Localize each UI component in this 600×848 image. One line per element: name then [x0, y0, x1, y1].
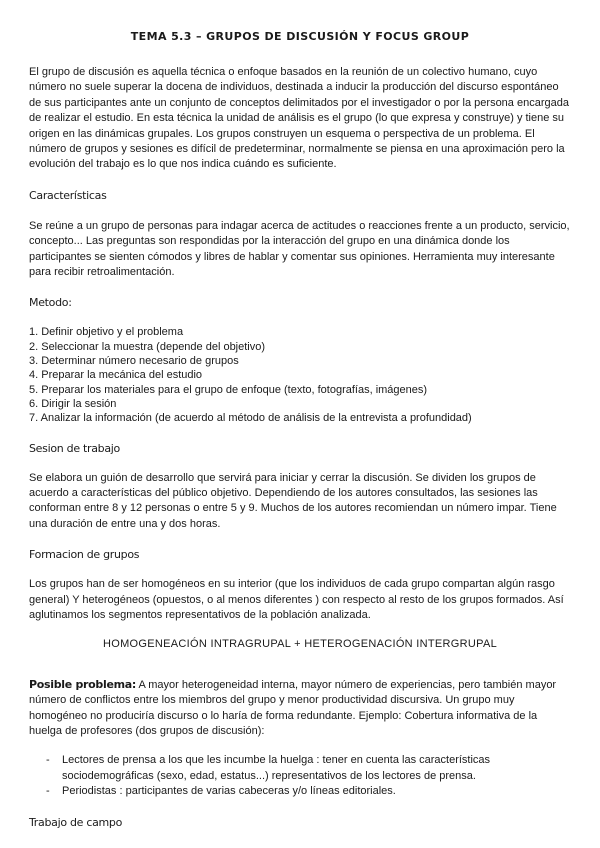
page-title: TEMA 5.3 – GRUPOS DE DISCUSIÓN Y FOCUS GROUP — [130, 30, 470, 43]
list-item-text: Periodistas : participantes de varias cabeceras y/o líneas editoriales. — [62, 785, 396, 798]
formacion-paragraph: Los grupos han de ser homogéneos en su interior (que los individuos de cada grupo compartan algún rasgo general) Y heterogéneos (opuestos, o al menos diferentes ) con respecto al resto de los grupos formados. Así aglutinamos los segmentos representativos de la población analizada. — [29, 578, 564, 621]
list-item — [46, 784, 571, 799]
campo-heading: Trabajo de campo — [29, 815, 123, 829]
list-item: 4. Preparar la mecánica del estudio — [29, 369, 203, 382]
problema-lead: Posible problema: — [29, 677, 137, 691]
caracteristicas-heading: Características — [29, 188, 107, 202]
dash-bullet: - — [46, 785, 50, 798]
list-item — [46, 753, 571, 784]
caracteristicas-paragraph: Se reúne a un grupo de personas para indagar acerca de actitudes o reacciones frente a un producto, servicio, concepto... Las preguntas son respondidas por la interacción del grupo en una dinámica donde los participantes se sienten cómodos y libres de hablar y comentar sus opiniones. Herramienta muy interesante para recibir retroalimentación. — [29, 219, 570, 279]
problema-dash-list — [29, 753, 571, 799]
list-item: 6. Dirigir la sesión — [29, 397, 117, 410]
list-item: 3. Determinar número necesario de grupos — [29, 355, 239, 368]
metodo-heading: Metodo: — [29, 296, 72, 310]
list-item: 7. Analizar la información (de acuerdo al método de análisis de la entrevista a profundidad) — [29, 412, 472, 425]
metodo-steps-list — [29, 325, 571, 425]
formula-line: HOMOGENEACIÓN INTRAGRUPAL + HETEROGENACIÓN INTERGRUPAL — [102, 638, 498, 651]
sesion-heading: Sesion de trabajo — [29, 441, 120, 455]
sesion-paragraph: Se elabora un guión de desarrollo que servirá para iniciar y cerrar la discusión. Se dividen los grupos de acuerdo a características del público objetivo. Dependiendo de los autores consultados, las sesiones las conforman entre 8 y 12 personas o entre 5 y 9. Muchos de los autores recomiendan un número impar. Tiene una duración de entre una y dos horas. — [29, 471, 557, 530]
formacion-heading: Formacion de grupos — [29, 548, 140, 562]
dash-bullet: - — [46, 754, 50, 767]
list-item: 1. Definir objetivo y el problema — [29, 326, 184, 339]
intro-paragraph: El grupo de discusión es aquella técnica o enfoque basados en la reunión de un colectivo humano, cuyo número no suele superar la docena de individuos, destinada a inducir la producción del discurso espontáneo de sus participantes ante un conjunto de conceptos delimitados por el investigador o por la persona encargada de realizar el estudio. En esta técnica la unidad de análisis es el grupo (lo que expresa y construye) y tiene su origen en las dinámicas grupales. Los grupos construyen un esquema o perspectiva de un problema. El número de grupos y sesiones es difícil de predeterminar, normalmente se piensa en una aproximación pero la evolución del trabajo es lo que nos indica cuándo es suficiente. — [29, 66, 569, 171]
problema-paragraph — [29, 677, 571, 740]
list-item: 2. Seleccionar la muestra (depende del objetivo) — [29, 340, 266, 353]
problema-text: A mayor heterogeneidad interna, mayor número de experiencias, pero también mayor número de conflictos entre los miembros del grupo y menor productividad discursiva. Un grupo muy homogéneo no produciría discurso o lo haría de forma redundante. Ejemplo: Cobertura informativa de la huelga de profesores (dos grupos de discusión): — [29, 678, 557, 738]
list-item-text: Lectores de prensa a los que les incumbe la huelga : tener en cuenta las características sociodemográficas (sexo, edad, estatus...) representativos de los lectores de prensa. — [62, 754, 491, 782]
list-item: 5. Preparar los materiales para el grupo de enfoque (texto, fotografías, imágenes) — [29, 383, 428, 396]
